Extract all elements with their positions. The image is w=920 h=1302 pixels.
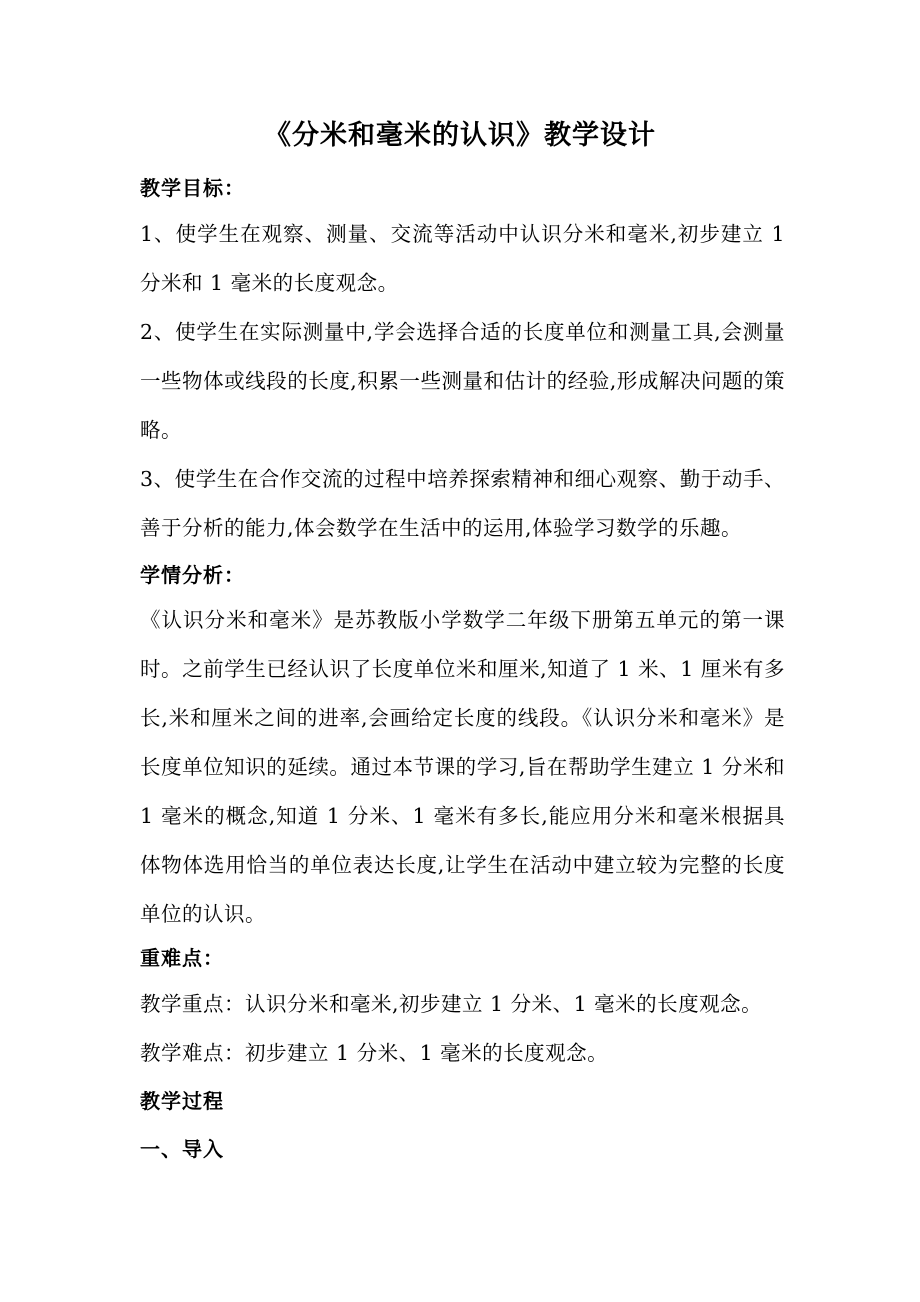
step-1-heading: 一、导入 xyxy=(140,1137,224,1161)
key-point-line: 教学重点：认识分米和毫米,初步建立 1 分米、1 毫米的长度观念。 xyxy=(140,992,763,1016)
goal-2-paragraph: 2、使学生在实际测量中,学会选择合适的长度单位和测量工具,会测量一些物体或线段的长度,积累一些测量和估计的经验,形成解决问题的策略。 xyxy=(140,320,785,442)
difficult-point-line: 教学难点：初步建立 1 分米、1 毫米的长度观念。 xyxy=(140,1041,609,1065)
keypoints-heading: 重难点： xyxy=(140,946,224,970)
document-title: 《分米和毫米的认识》教学设计 xyxy=(264,120,656,151)
analysis-heading: 学情分析： xyxy=(140,563,245,587)
goal-3-paragraph: 3、使学生在合作交流的过程中培养探索精神和细心观察、勤于动手、善于分析的能力,体会数学在生活中的运用,体验学习数学的乐趣。 xyxy=(140,467,785,540)
process-heading: 教学过程 xyxy=(140,1089,224,1113)
analysis-paragraph: 《认识分米和毫米》是苏教版小学数学二年级下册第五单元的第一课时。之前学生已经认识了长度单位米和厘米,知道了 1 米、1 厘米有多长,米和厘米之间的进率,会画给定长度的线段。《认识分米和毫米》是长度单位知识的延续。通过本节课的学习,旨在帮助学生建立 1 分米和 1 毫米的概念,知道 1 分米、1 毫米有多长,能应用分米和毫米根据具体物体选用恰当的单位表达长度,让学生在活动中建立较为完整的长度单位的认识。 xyxy=(140,608,785,926)
goals-heading: 教学目标： xyxy=(140,176,245,200)
goal-1-paragraph: 1、使学生在观察、测量、交流等活动中认识分米和毫米,初步建立 1 分米和 1 毫米的长度观念。 xyxy=(140,222,785,295)
